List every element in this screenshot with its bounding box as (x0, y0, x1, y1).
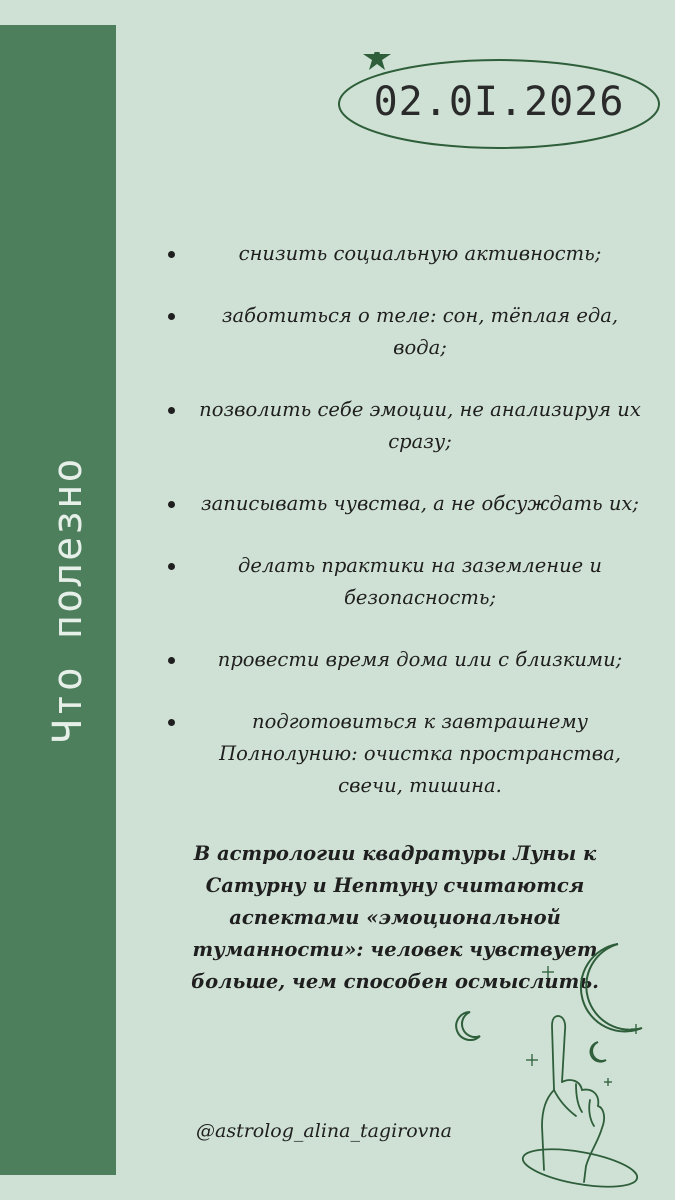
date-text: 02.0I.2026 (373, 79, 625, 125)
author-handle: @astrolog_alina_tagirovna (196, 1120, 452, 1142)
list-item: подготовиться к завтрашнему Полнолунию: очистка пространства, свечи, тишина. (160, 706, 645, 802)
sparkle-icon (526, 966, 641, 1086)
list-item: заботиться о теле: сон, тёплая еда, вода; (160, 300, 645, 364)
date-badge (335, 52, 663, 152)
list-item: провести время дома или с близкими; (160, 644, 645, 676)
crescent-moon-icon (590, 1042, 606, 1062)
list-item: снизить социальную активность; (160, 238, 645, 270)
sidebar-title: Что полезно (45, 456, 91, 744)
list-item: записывать чувства, а не обсуждать их; (160, 488, 645, 520)
tips-list (160, 238, 645, 832)
hand-icon (520, 1016, 640, 1194)
crescent-moon-icon (456, 1012, 480, 1040)
crescent-moon-icon (581, 944, 642, 1031)
list-item: делать практики на заземление и безопасность; (160, 550, 645, 614)
list-item: позволить себе эмоции, не анализируя их сразу; (160, 394, 645, 458)
moon-hand-decoration (430, 930, 660, 1200)
astrology-note: В астрологии квадратуры Луны к Сатурну и Нептуну считаются аспектами «эмоциональной туманности»: человек чувствует больше, чем способен осмыслить. (191, 842, 599, 993)
